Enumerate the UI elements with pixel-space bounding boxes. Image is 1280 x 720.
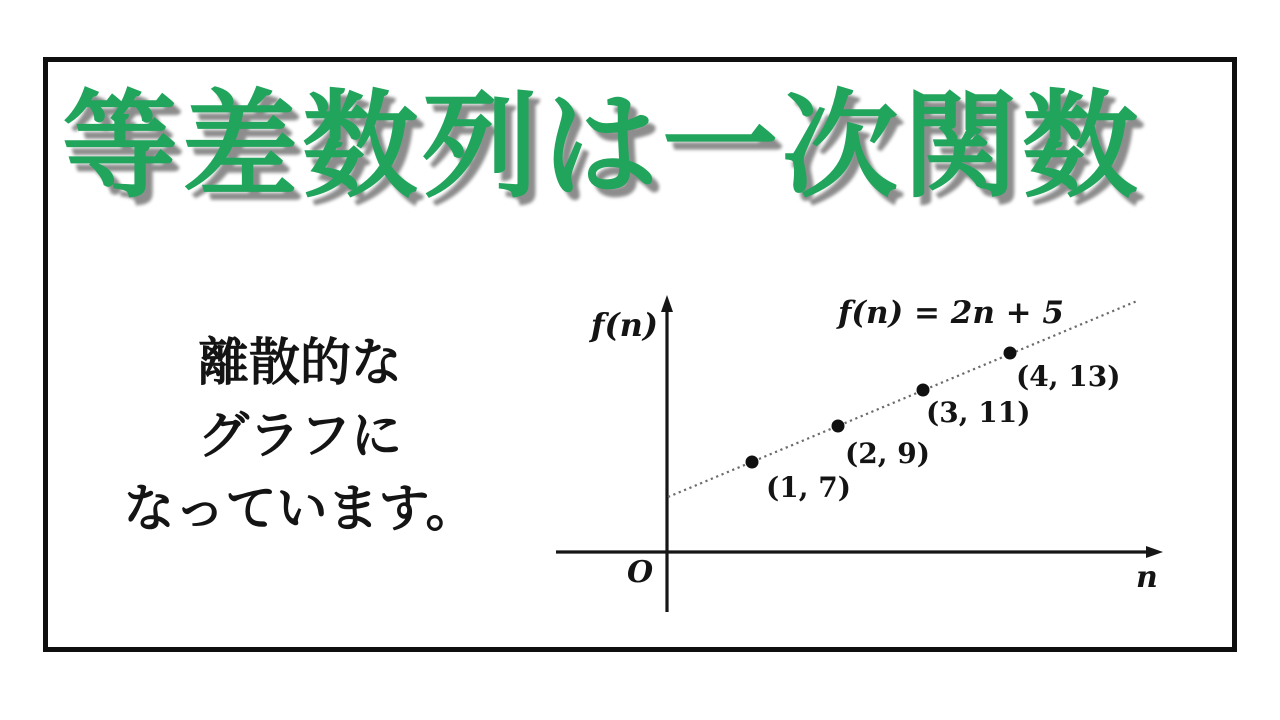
body-text-line: なっています。 [123,479,477,539]
data-point [1004,347,1017,360]
y-axis-arrow-icon [661,295,673,312]
function-graph [540,280,1190,625]
point-label: (2, 9) [845,437,930,470]
data-point [746,456,759,469]
data-point [917,384,930,397]
y-axis-label: f(n) [590,306,658,344]
point-label: (1, 7) [766,471,851,504]
x-axis-label: n [1136,560,1158,595]
origin-label: O [627,555,654,590]
body-text-block [85,328,515,547]
slide-title: 等差数列は一次関数 [62,79,1142,214]
equation-label: f(n) = 2n + 5 [838,295,1065,331]
body-text-line: グラフに [197,406,402,466]
point-label: (4, 13) [1016,360,1121,393]
point-label: (3, 11) [926,396,1031,429]
body-text-line: 離散的な [197,334,402,393]
data-point [832,420,845,433]
x-axis-arrow-icon [1146,546,1163,558]
